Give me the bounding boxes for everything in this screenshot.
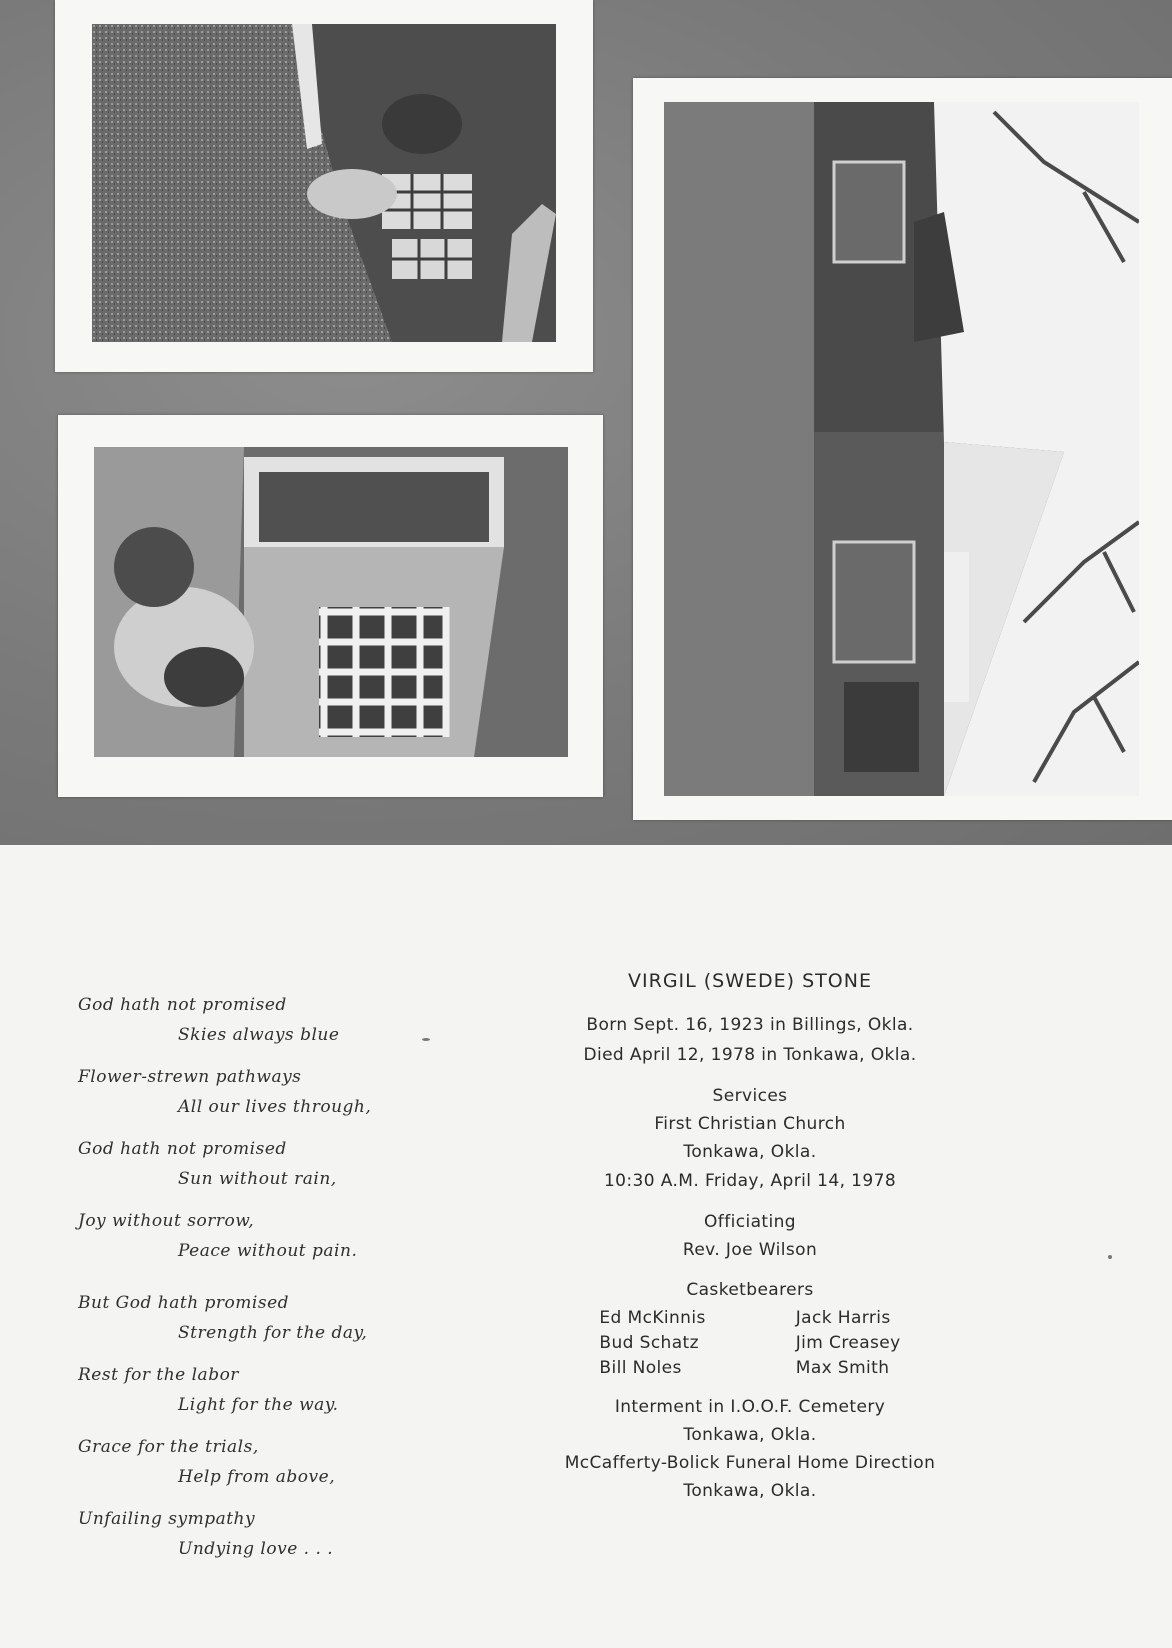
casketbearers-list [540,1306,960,1381]
casketbearer-name: Max Smith [795,1358,890,1378]
officiant: Rev. Joe Wilson [682,1240,818,1260]
services-place: First Christian Church [654,1114,846,1134]
poem-line: Grace for the trials, [78,1437,259,1457]
poem-line: Unfailing sympathy [78,1509,256,1529]
poem-line: Undying love . . . [178,1539,334,1559]
casketbearer-name: Ed McKinnis [599,1308,706,1328]
poem-stanza [78,1206,438,1266]
poem-stanza [78,1288,438,1348]
birth-info: Born Sept. 16, 1923 in Billings, Okla. [586,1015,914,1035]
poem-stanza [78,1062,438,1122]
garden-windows-image [92,24,556,342]
funeral-home: McCafferty-Bolick Funeral Home Direction [564,1453,936,1473]
poem-line: Sun without rain, [178,1169,337,1189]
officiating-heading: Officiating [704,1212,796,1232]
services-city: Tonkawa, Okla. [683,1142,817,1162]
casketbearers-right-column [796,1306,901,1381]
poem-line: Joy without sorrow, [78,1211,255,1231]
poem-stanza [78,1360,438,1420]
poem-line: Peace without pain. [178,1241,358,1261]
death-info: Died April 12, 1978 in Tonkawa, Okla. [583,1045,917,1065]
poem-line: Help from above, [178,1467,336,1487]
casketbearer-name: Jim Creasey [795,1333,901,1353]
poem-line: Light for the way. [178,1395,339,1415]
funeral-home-city: Tonkawa, Okla. [683,1481,817,1501]
poem-line: God hath not promised [78,1139,287,1159]
poem-line: God hath not promised [78,995,287,1015]
casketbearer-name: Bud Schatz [599,1333,699,1353]
house-image [664,102,1139,796]
poem-line: All our lives through, [178,1097,372,1117]
casketbearers-left-column [599,1306,705,1381]
services-time: 10:30 A.M. Friday, April 14, 1978 [603,1171,897,1191]
casketbearer-name: Bill Noles [599,1358,682,1378]
obituary [540,970,960,1505]
lattice-window-image [94,447,568,757]
poem-stanza [78,990,438,1050]
poem-line: Strength for the day, [178,1323,368,1343]
interment: Interment in I.O.O.F. Cemetery [614,1397,886,1417]
services-heading: Services [712,1086,788,1106]
photo-house [633,78,1172,820]
casketbearer-name: Jack Harris [795,1308,891,1328]
photo-lattice-window [58,415,603,797]
deceased-name: VIRGIL (SWEDE) STONE [628,970,872,992]
poem-stanza [78,1432,438,1492]
poem-line: Skies always blue [178,1025,340,1045]
interment-city: Tonkawa, Okla. [683,1425,817,1445]
paper-speck [1108,1255,1112,1259]
poem-line: Rest for the labor [78,1365,239,1385]
paper-speck [422,1038,430,1041]
poem-stanza [78,1504,438,1564]
poem-stanza [78,1134,438,1194]
photo-garden-windows [55,0,593,372]
poem [78,990,438,1576]
casketbearers-heading: Casketbearers [686,1280,814,1300]
poem-line: But God hath promised [78,1293,290,1313]
poem-line: Flower-strewn pathways [78,1067,302,1087]
